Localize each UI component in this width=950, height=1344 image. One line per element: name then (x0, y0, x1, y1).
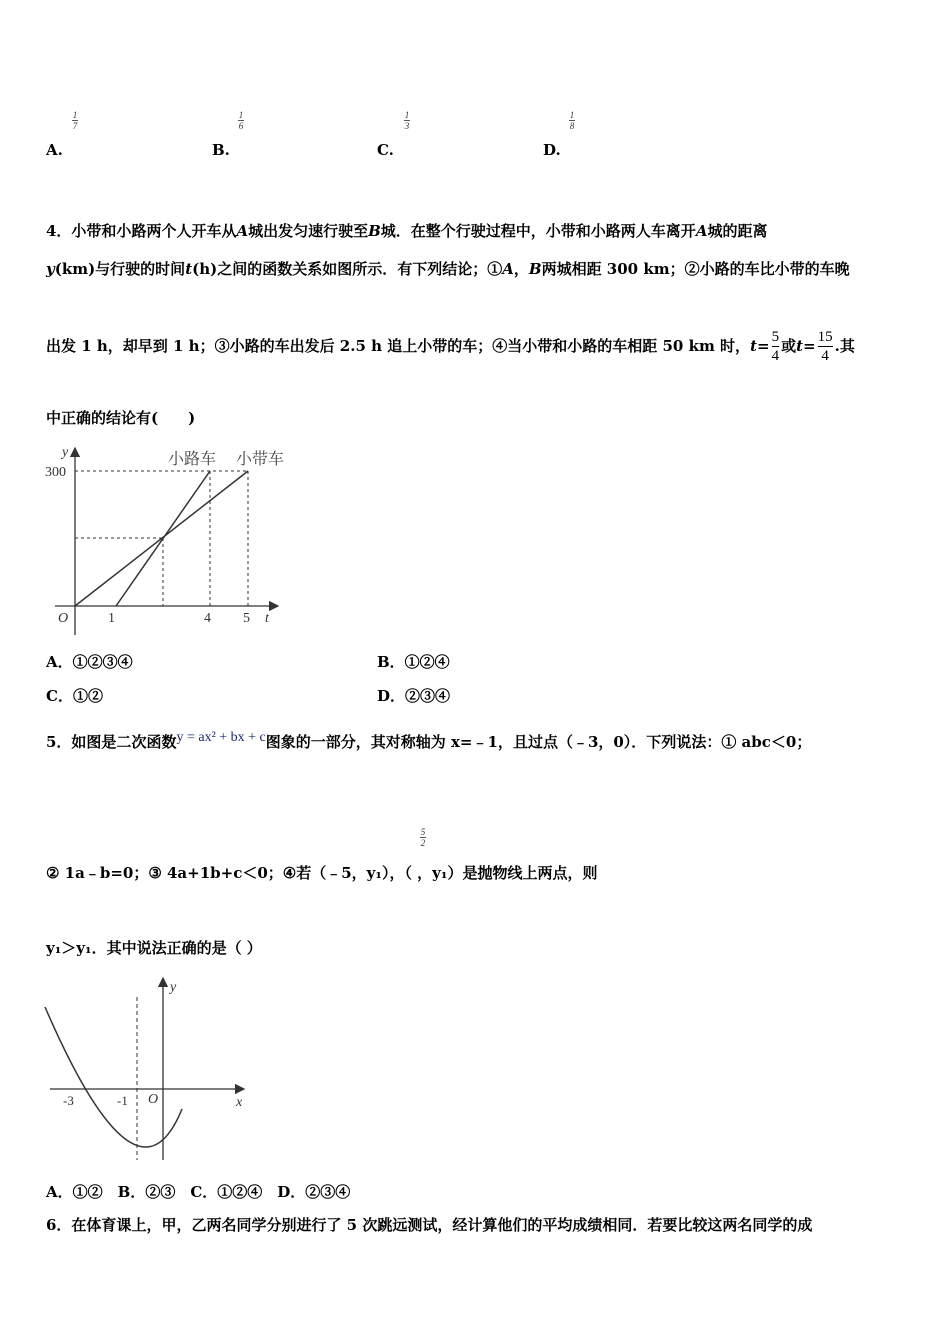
q4-tick-5: 5 (243, 611, 250, 626)
q5-line-2: ② 1a﹣b=0；③ 4a+1b+c＜0；④若（﹣5，y₁），（ ，y₁）是抛物线上两点，则 (46, 864, 598, 882)
q4-frac1-num: 5 (771, 328, 780, 345)
q4-line1-part-b: 城出发匀速行驶至 (248, 222, 369, 240)
q4-line3-part-a: 出发 1 h，却早到 1 h；③小路的车出发后 2.5 h 追上小带的车；④当小带和小路的车相距 50 km 时， (46, 337, 751, 355)
q3-option-a-den: 7 (72, 121, 78, 131)
q3-option-b-fraction (238, 110, 244, 131)
q4-fraction-5-4 (772, 328, 780, 365)
q3-option-a-fraction (72, 110, 78, 131)
q3-option-a-label: A. (46, 141, 63, 159)
q4-line-3 (46, 324, 855, 368)
q4-line1-part-d: 城的距离 (707, 222, 768, 240)
q4-line2-part-a: (km)与行驶的时间 (54, 260, 186, 278)
q4-fraction-15-4 (818, 328, 833, 365)
q5-origin-label: O (148, 1092, 159, 1107)
q4-frac1-den: 4 (771, 347, 780, 364)
q5-line1-part-b: 图象的一部分，其对称轴为 x=﹣1，且过点（﹣3，0）．下列说法：① abc＜0； (265, 733, 812, 751)
q4-line1-part-c: 城．在整个行驶过程中，小带和小路两人车离开 (380, 222, 696, 240)
q4-line2-part-c: 两城相距 300 km；②小路的车比小带的车晚 (541, 260, 850, 278)
q4-option-d: D．②③④ (377, 687, 451, 705)
q4-label-xiaolu: 小路车 (168, 451, 217, 468)
q4-line3-var-t2: t (796, 337, 804, 355)
q4-y-label: y (62, 445, 69, 460)
q5-tick-minus3: -3 (63, 1093, 74, 1108)
q4-line-1 (46, 221, 767, 241)
q4-tick-4: 4 (204, 611, 211, 626)
q3-option-d-den: 8 (569, 121, 575, 131)
q3-option-b-num: 1 (238, 110, 244, 120)
q3-option-c-label: C. (377, 141, 394, 159)
q4-origin-label: O (58, 611, 69, 626)
q4-tick-1: 1 (108, 611, 115, 626)
q3-option-c-fraction (404, 110, 410, 131)
q3-option-c-den: 3 (404, 121, 410, 131)
q5-line-3: y₁＞y₁．其中说法正确的是（ ） (46, 939, 262, 957)
q5-parabola-chart (40, 972, 255, 1162)
q4-line3-or: 或 (781, 337, 797, 355)
q5-tick-minus1: -1 (117, 1093, 128, 1108)
q4-line2-city-b: B (528, 260, 542, 278)
q5-fraction-5-2 (420, 827, 426, 848)
q4-label-xiaodai: 小带车 (236, 451, 285, 468)
q5-frac-num: 5 (420, 827, 426, 837)
q4-line-2 (46, 259, 850, 279)
q4-distance-time-chart (40, 440, 300, 640)
q5-parabola-curve (45, 1007, 182, 1147)
q4-line3-eq2: = (803, 337, 816, 355)
q4-line2-var-t: t (185, 260, 193, 278)
q4-option-c: C．①② (46, 687, 103, 705)
q3-option-b-label: B. (212, 141, 230, 159)
q4-line1-city-a2: A (695, 222, 708, 240)
q3-option-b-den: 6 (238, 121, 244, 131)
q4-line2-part-b: (h)之间的函数关系如图所示．有下列结论；① (192, 260, 503, 278)
q4-line1-city-a: A (236, 222, 249, 240)
q3-option-d-label: D. (543, 141, 561, 159)
q6-line-1: 6．在体育课上，甲，乙两名同学分别进行了 5 次跳远测试，经计算他们的平均成绩相同．若要比较这两名同学的成 (46, 1216, 813, 1234)
q3-option-c-num: 1 (404, 110, 410, 120)
q5-y-label: y (170, 980, 177, 995)
q3-option-a-num: 1 (72, 110, 78, 120)
q4-line3-var-t1: t (750, 337, 757, 355)
q3-option-d-fraction (569, 110, 575, 131)
q5-line-1 (46, 732, 811, 754)
q4-tick-300: 300 (45, 465, 66, 480)
q4-line3-eq1: = (757, 337, 770, 355)
q4-line2-comma: ， (513, 260, 529, 278)
q5-formula-image: y = ax² + bx + c (176, 730, 266, 745)
q3-option-d-num: 1 (569, 110, 575, 120)
q4-option-a: A．①②③④ (46, 653, 133, 671)
q5-line1-part-a: 5．如图是二次函数 (46, 733, 177, 751)
q4-option-b: B．①②④ (377, 653, 450, 671)
q4-line-4: 中正确的结论有( ) (46, 409, 196, 427)
q4-t-label: t (265, 611, 269, 626)
q4-line2-city-a: A (502, 260, 514, 278)
q4-line1-city-b: B (368, 222, 381, 240)
q4-line2-var-y: y (46, 260, 55, 278)
q4-frac2-num: 15 (817, 328, 833, 345)
q4-frac2-den: 4 (821, 347, 829, 364)
q4-line3-end: .其 (834, 337, 855, 355)
q4-line1-part-a: 4．小带和小路两个人开车从 (46, 222, 237, 240)
q5-frac-den: 2 (420, 838, 426, 848)
q5-options: A．①② B．②③ C．①②④ D．②③④ (46, 1183, 351, 1201)
q5-x-label: x (236, 1095, 243, 1110)
